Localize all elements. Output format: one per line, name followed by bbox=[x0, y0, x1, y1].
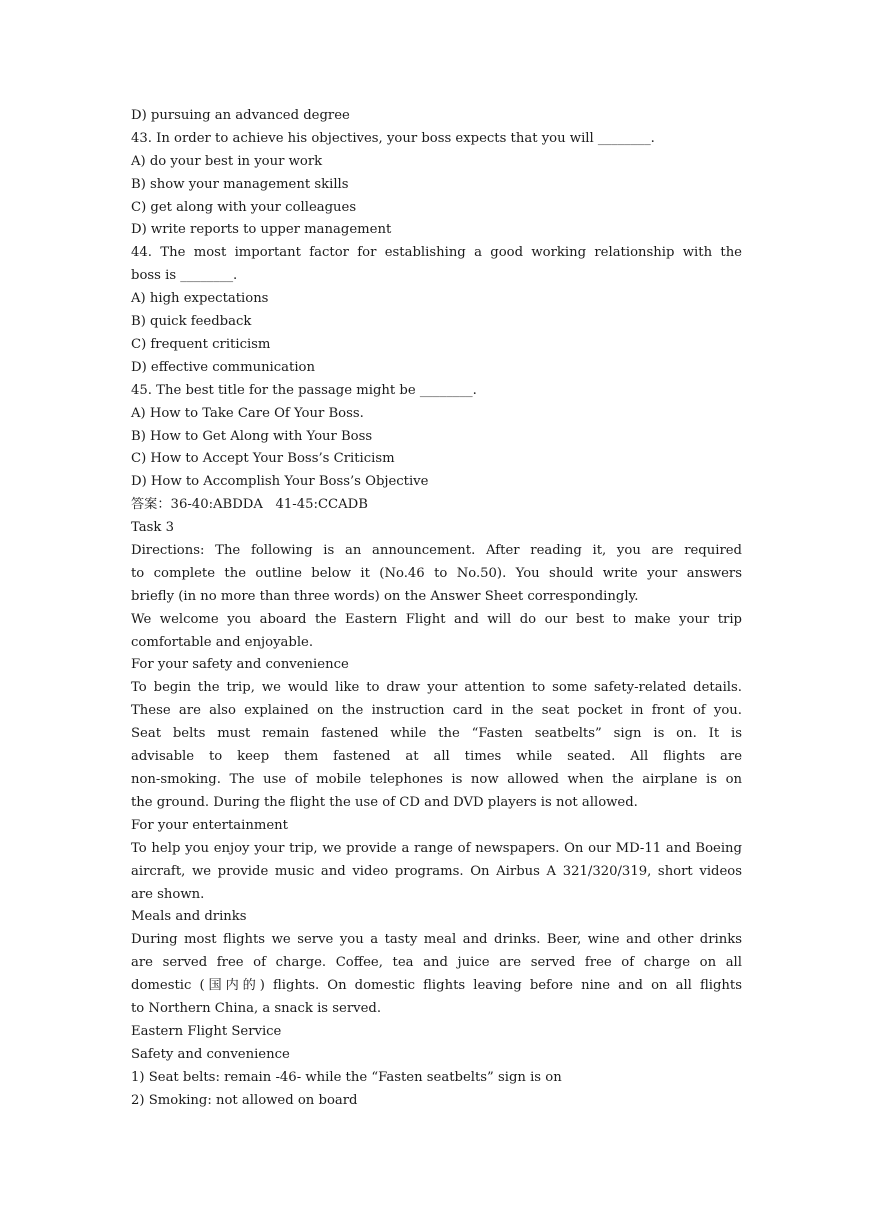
question-44-line-1: 44. The most important factor for establishing a good working relationship with the bbox=[131, 245, 742, 261]
entertainment-line: To help you enjoy your trip, we provide a range of newspapers. On our MD-11 and Boeing bbox=[131, 840, 742, 856]
answer-key: 答案：36-40:ABDDA 41-45:CCADB bbox=[131, 497, 368, 513]
option-45-c: C) How to Accept Your Boss’s Criticism bbox=[131, 451, 395, 467]
option-45-d: D) How to Accomplish Your Boss’s Objective bbox=[131, 474, 429, 490]
option-44-a: A) high expectations bbox=[131, 291, 269, 307]
safety-line: To begin the trip, we would like to draw your attention to some safety-related details. bbox=[131, 680, 742, 696]
question-43: 43. In order to achieve his objectives, your boss expects that you will ________. bbox=[131, 130, 655, 146]
safety-line: Seat belts must remain fastened while the “Fasten seatbelts” sign is on. It is bbox=[131, 726, 742, 742]
entertainment-paragraph bbox=[131, 838, 742, 907]
outline-item-2: 2) Smoking: not allowed on board bbox=[131, 1092, 358, 1108]
meals-line: During most flights we serve you a tasty meal and drinks. Beer, wine and other drinks bbox=[131, 932, 742, 948]
option-44-d: D) effective communication bbox=[131, 359, 315, 375]
directions-paragraph bbox=[131, 540, 742, 609]
meals-paragraph bbox=[131, 929, 742, 1021]
outline-title: Eastern Flight Service bbox=[131, 1023, 282, 1039]
entertainment-line: are shown. bbox=[131, 886, 205, 902]
welcome-line: We welcome you aboard the Eastern Flight and will do our best to make your trip bbox=[131, 611, 742, 627]
directions-line: to complete the outline below it (No.46 to No.50). You should write your answers bbox=[131, 565, 742, 581]
option-43-b: B) show your management skills bbox=[131, 176, 349, 192]
directions-line: briefly (in no more than three words) on the Answer Sheet correspondingly. bbox=[131, 588, 639, 604]
safety-line: non-smoking. The use of mobile telephones is now allowed when the airplane is on bbox=[131, 772, 742, 787]
outline-section: Safety and convenience bbox=[131, 1046, 290, 1062]
safety-heading: For your safety and convenience bbox=[131, 657, 349, 673]
safety-paragraph bbox=[131, 677, 742, 814]
question-44 bbox=[131, 242, 742, 288]
question-44-line-2: boss is ________. bbox=[131, 268, 238, 284]
safety-line: These are also explained on the instruction card in the seat pocket in front of you. bbox=[131, 703, 742, 719]
option-45-b: B) How to Get Along with Your Boss bbox=[131, 428, 373, 444]
meals-line: to Northern China, a snack is served. bbox=[131, 1001, 382, 1017]
meals-heading: Meals and drinks bbox=[131, 909, 247, 925]
task-heading: Task 3 bbox=[131, 520, 174, 536]
meals-line: domestic (国内的) flights. On domestic flights leaving before nine and on all flights bbox=[131, 978, 742, 994]
option-42-d: D) pursuing an advanced degree bbox=[131, 108, 350, 123]
entertainment-line: aircraft, we provide music and video programs. On Airbus A 321/320/319, short videos bbox=[131, 863, 742, 879]
entertainment-heading: For your entertainment bbox=[131, 817, 288, 833]
option-44-b: B) quick feedback bbox=[131, 314, 252, 330]
safety-line: advisable to keep them fastened at all times while seated. All flights are bbox=[131, 749, 742, 765]
meals-line: are served free of charge. Coffee, tea and juice are served free of charge on all bbox=[131, 955, 742, 971]
outline-item-1: 1) Seat belts: remain -46- while the “Fasten seatbelts” sign is on bbox=[131, 1069, 562, 1085]
option-43-a: A) do your best in your work bbox=[131, 153, 323, 169]
welcome-line: comfortable and enjoyable. bbox=[131, 634, 314, 650]
option-45-a: A) How to Take Care Of Your Boss. bbox=[131, 405, 364, 421]
document-page bbox=[131, 105, 742, 1113]
option-43-d: D) write reports to upper management bbox=[131, 222, 392, 238]
option-44-c: C) frequent criticism bbox=[131, 336, 271, 352]
safety-line: the ground. During the flight the use of CD and DVD players is not allowed. bbox=[131, 794, 638, 810]
directions-line: Directions: The following is an announcement. After reading it, you are required bbox=[131, 542, 742, 558]
welcome-paragraph bbox=[131, 609, 742, 655]
option-43-c: C) get along with your colleagues bbox=[131, 199, 357, 215]
question-45: 45. The best title for the passage might be ________. bbox=[131, 382, 477, 398]
